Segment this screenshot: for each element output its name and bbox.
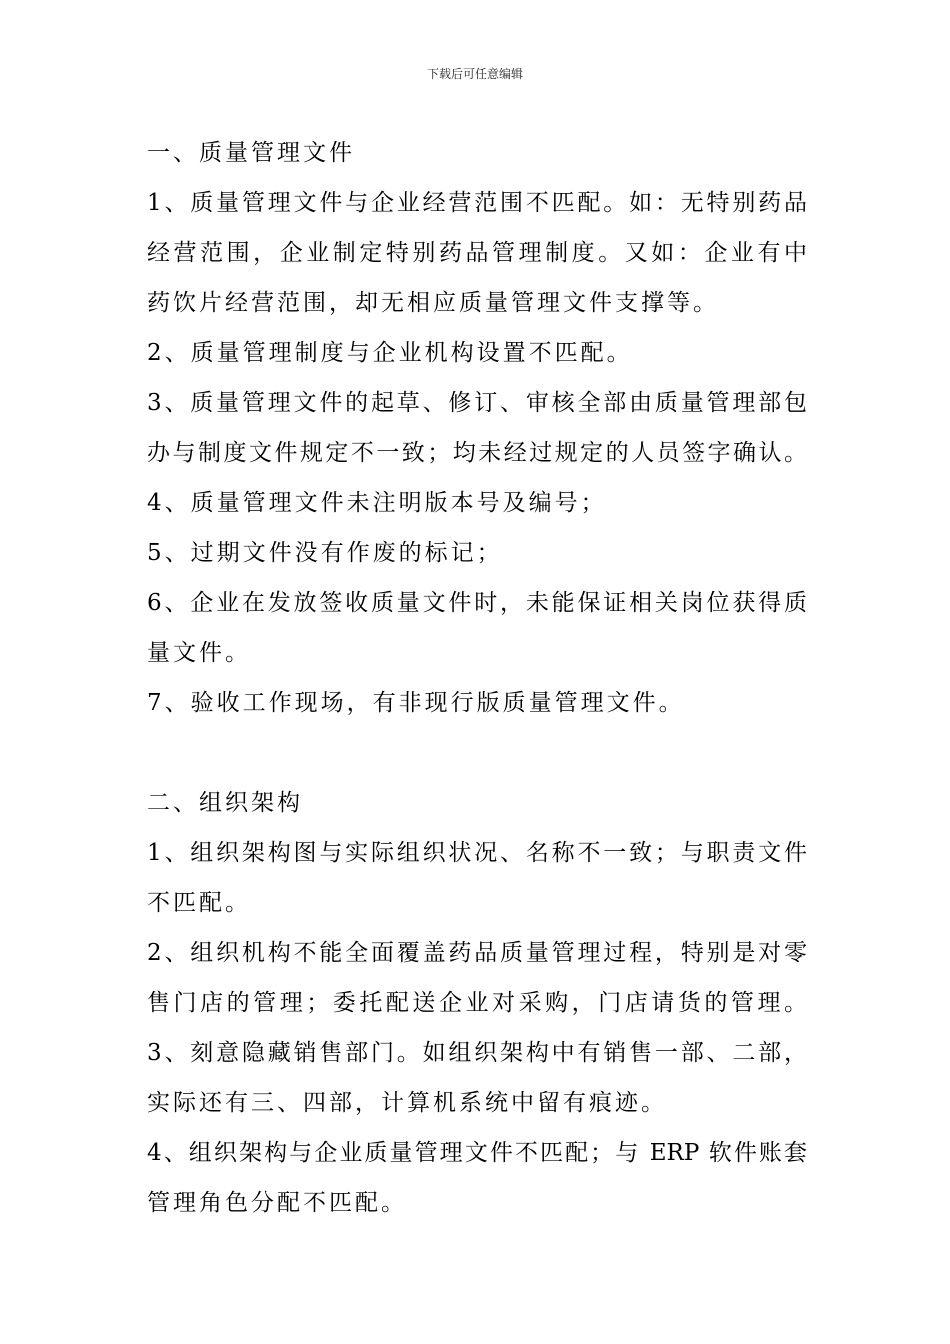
paragraph-line: 1、质量管理文件与企业经营范围不匹配。如：无特别药品 <box>147 190 807 216</box>
paragraph-line: 1、组织架构图与实际组织状况、名称不一致；与职责文件 <box>147 840 807 866</box>
paragraph-line: 5、过期文件没有作废的标记； <box>147 540 503 566</box>
paragraph-line: 药饮片经营范围，却无相应质量管理文件支撑等。 <box>147 290 719 316</box>
paragraph-line: 售门店的管理；委托配送企业对采购，门店请货的管理。 <box>147 990 807 1016</box>
paragraph-line: 实际还有三、四部，计算机系统中留有痕迹。 <box>147 1090 667 1116</box>
paragraph-line: 3、质量管理文件的起草、修订、审核全部由质量管理部包 <box>147 390 807 416</box>
paragraph-line: 4、组织架构与企业质量管理文件不匹配；与 ERP 软件账套 <box>147 1140 807 1166</box>
paragraph-line: 管理角色分配不匹配。 <box>147 1190 407 1216</box>
paragraph-line: 3、刻意隐藏销售部门。如组织架构中有销售一部、二部， <box>147 1040 807 1066</box>
paragraph-line: 7、验收工作现场，有非现行版质量管理文件。 <box>147 690 685 716</box>
paragraph-line: 办与制度文件规定不一致；均未经过规定的人员签字确认。 <box>147 440 807 466</box>
section-spacer <box>147 728 807 778</box>
paragraph-line: 不匹配。 <box>147 890 251 916</box>
paragraph-line: 2、组织机构不能全面覆盖药品质量管理过程，特别是对零 <box>147 940 807 966</box>
paragraph-line: 量文件。 <box>147 640 251 666</box>
paragraph-line: 6、企业在发放签收质量文件时，未能保证相关岗位获得质 <box>147 590 807 616</box>
section-title: 二、组织架构 <box>147 790 303 816</box>
paragraph-line: 2、质量管理制度与企业机构设置不匹配。 <box>147 340 633 366</box>
paragraph-line: 4、质量管理文件未注明版本号及编号； <box>147 490 607 516</box>
section-title: 一、质量管理文件 <box>147 140 355 166</box>
document-body <box>147 128 807 1228</box>
paragraph-line: 经营范围，企业制定特别药品管理制度。又如：企业有中 <box>147 240 807 266</box>
page-header-note: 下载后可任意编辑 <box>426 67 523 81</box>
